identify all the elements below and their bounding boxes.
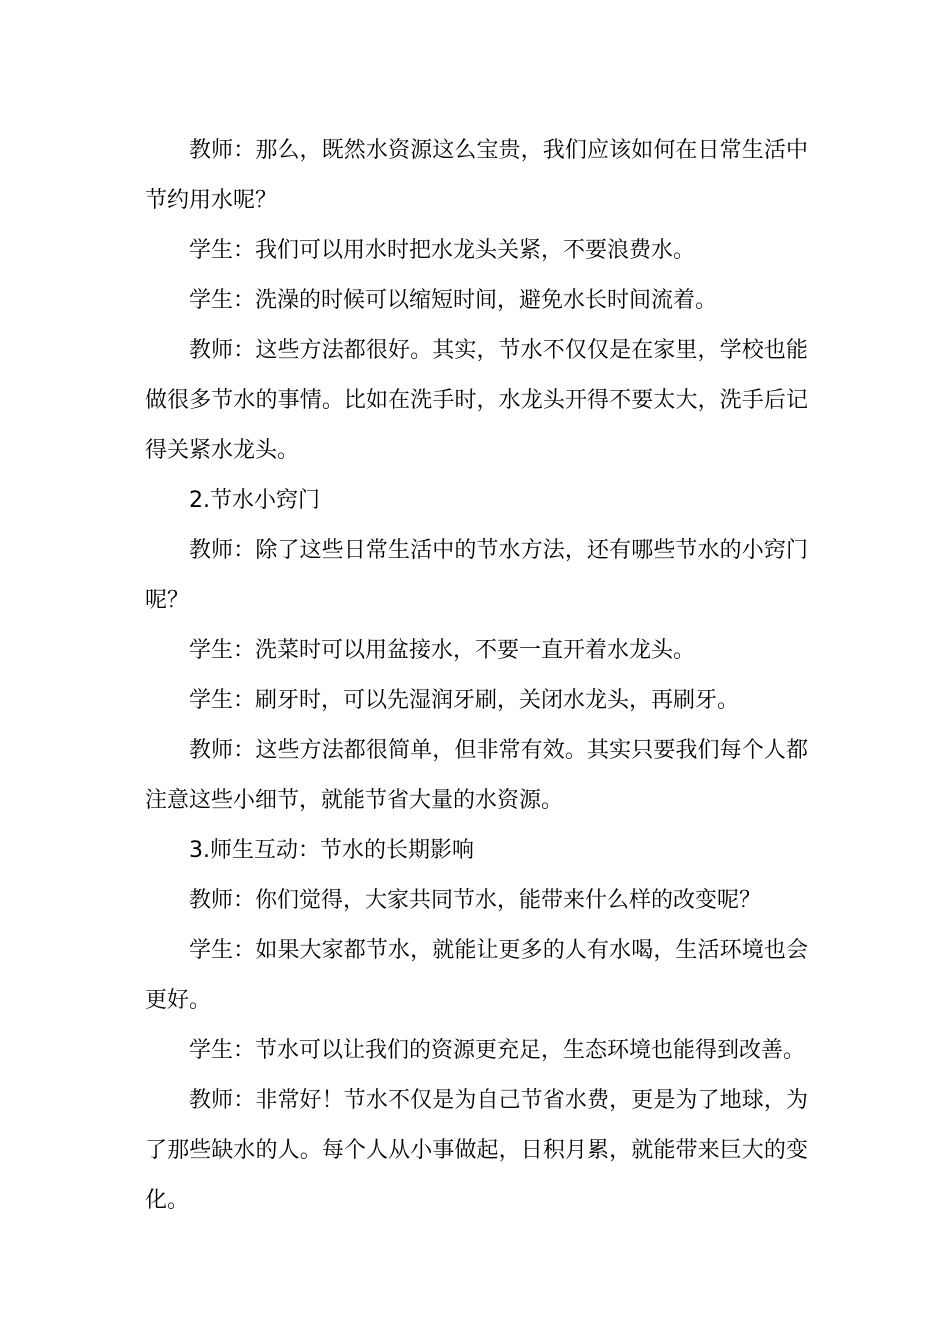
paragraph-student-answer: 学生：洗菜时可以用盆接水，不要一直开着水龙头。 (189, 638, 696, 663)
section-heading: 3.师生互动：节水的长期影响 (189, 838, 474, 863)
paragraph-teacher-question: 教师：除了这些日常生活中的节水方法，还有哪些节水的小窍门呢？ (145, 538, 808, 613)
paragraph-student-answer: 学生：洗澡的时候可以缩短时间，避免水长时间流着。 (189, 288, 718, 313)
paragraph-student-answer: 学生：我们可以用水时把水龙头关紧，不要浪费水。 (189, 238, 696, 263)
paragraph-student-answer: 学生：刷牙时，可以先湿润牙刷，关闭水龙头，再刷牙。 (189, 688, 740, 713)
section-heading: 2.节水小窍门 (189, 488, 320, 513)
paragraph-teacher-question: 教师：你们觉得，大家共同节水，能带来什么样的改变呢？ (189, 888, 762, 913)
paragraph-teacher-comment: 教师：非常好！节水不仅是为自己节省水费，更是为了地球，为了那些缺水的人。每个人从小事做起，日积月累，就能带来巨大的变化。 (145, 1088, 808, 1213)
paragraph-student-answer: 学生：节水可以让我们的资源更充足，生态环境也能得到改善。 (189, 1038, 806, 1063)
document-body (145, 126, 808, 1226)
paragraph-teacher-question: 教师：那么，既然水资源这么宝贵，我们应该如何在日常生活中节约用水呢？ (145, 138, 808, 213)
paragraph-student-answer: 学生：如果大家都节水，就能让更多的人有水喝，生活环境也会更好。 (145, 938, 808, 1013)
paragraph-teacher-comment: 教师：这些方法都很简单，但非常有效。其实只要我们每个人都注意这些小细节，就能节省大量的水资源。 (145, 738, 808, 813)
paragraph-teacher-comment: 教师：这些方法都很好。其实，节水不仅仅是在家里，学校也能做很多节水的事情。比如在洗手时，水龙头开得不要太大，洗手后记得关紧水龙头。 (145, 338, 808, 463)
